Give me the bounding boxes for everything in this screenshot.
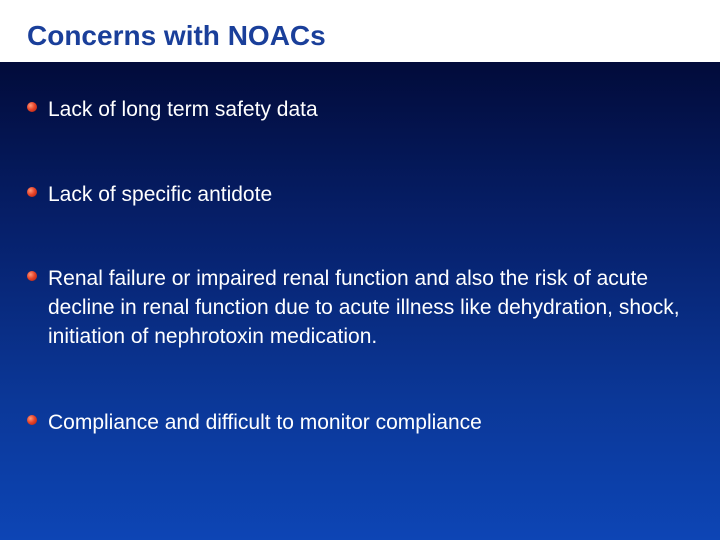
bullet-text: Renal failure or impaired renal function and also the risk of acute decline in renal function due to acute illness like dehydration, shock, initiation of nephrotoxin medication. <box>48 267 680 348</box>
bullet-item <box>27 408 687 437</box>
bullet-item <box>27 264 687 351</box>
red-sphere-bullet-icon <box>27 415 37 425</box>
bullet-text: Lack of specific antidote <box>48 183 273 206</box>
red-sphere-bullet-icon <box>27 102 37 112</box>
red-sphere-bullet-icon <box>27 271 37 281</box>
red-sphere-bullet-icon <box>27 187 37 197</box>
bullet-text: Lack of long term safety data <box>48 98 318 121</box>
bullet-text: Compliance and difficult to monitor compliance <box>48 411 482 434</box>
slide-body <box>0 62 720 540</box>
bullet-item <box>27 180 687 209</box>
title-band <box>0 0 720 62</box>
slide-title: Concerns with NOACs <box>27 20 326 51</box>
bullet-item <box>27 95 687 124</box>
